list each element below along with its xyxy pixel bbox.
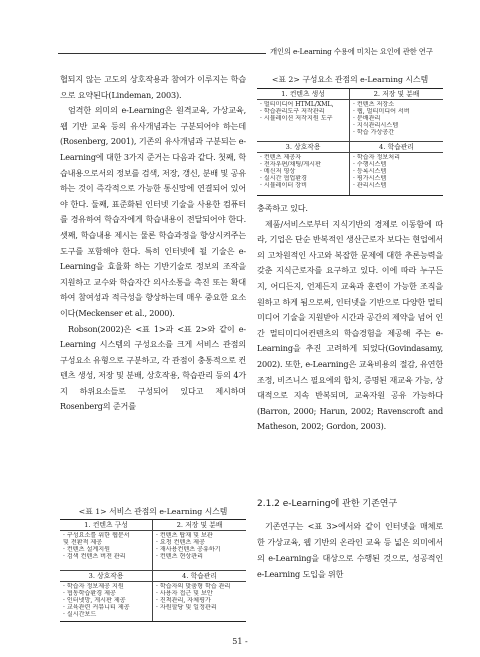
table2-item: · 시뮬레이션 저작지원 도구 [260,115,333,123]
table1-cell-interaction [60,582,153,622]
table2-item: · 시뮬레이터 장비 [260,182,308,190]
left-column [60,72,246,415]
table2-item: · 학습 가상공간 [353,129,395,137]
section-heading: 2.1.2 e-Learning에 관한 기존연구 [257,499,398,509]
table1-item: · 검색 컨텐츠 버전 관리 [63,553,126,561]
table1-item: · 실시간보드 [63,610,97,618]
table2-item: · 컨텐츠 저장소 [353,101,395,108]
table2-heading-interaction: 3. 상호작용 [257,142,350,153]
table2-caption: <표 2> 구성요소 관점의 e-Learning 시스템 [271,75,429,84]
table2-item: · 평가시스템 [353,175,387,183]
table2-heading-management: 4. 학습관리 [350,142,443,153]
table1-heading-management: 4. 학습관리 [153,571,246,582]
table1-heading-storage: 2. 저장 및 분배 [153,520,246,531]
header-rule [58,53,266,54]
table2-item: · 등록시스템 [353,168,387,176]
right-paragraph-1: 충족하고 있다. [257,203,308,213]
running-head: 개인의 e-Learning 수용에 미치는 요인에 관한 연구 [270,47,433,56]
table2-item: · 학습자 정보처리 [353,154,401,161]
table1-item: · 진척관리, 자체평가 [156,596,211,604]
table2-item: · 분배관리 [353,115,381,123]
table1-heading-content: 1. 컨텐츠 구성 [60,520,153,531]
table2-item: · 메신저 영상 [260,168,296,176]
table1-item: 및 전환적 제공 [63,539,103,547]
table1-item: · 학습자의 맞춤형 학습 관리 [156,582,231,590]
table1-item: · 구성요소를 위한 웹문서 [63,532,130,539]
table1-item: · 컨텐츠 현상관리 [156,553,204,561]
table2-item: · 실시간 협업환경 [260,175,308,183]
table2-item: · 지식관리시스템 [353,122,399,130]
table1-heading-interaction: 3. 상호작용 [60,571,153,582]
table2-cell-storage [350,100,443,142]
table2-item: · 웹, 멀티미디어 서버 [353,108,410,116]
table1-cell-management [153,582,246,622]
table1-item: · 협동학습환경 제공 [63,589,116,597]
table2 [257,88,443,196]
table1-cell-content [60,531,153,571]
left-paragraph-2: 엄격한 의미의 e-Learning은 원격교육, 가상교육, 웹 기반 교육 등의 유사개념과는 구분되어야 하는데(Rosenberg, 2001), 기존의 유사개념과 구분되는 e-Learning에 대한 3가지 준거는 다음과 같다. 첫째, 학습내용으로서의 정보를 검색, 저장, 갱신, 분배 및 공유하는 것이 즉각적으로 가능한 통신망에 연결되어 있어야 한다. 둘째, 표준화된 인터넷 기술을 사용한 컴퓨터를 경유하여 학습자에게 학습내용이 전달되어야 한다. 셋째, 학습내용 제시는 물론 학습과정을 향상시켜주는 도구를 포함해야 한다. 특히 인터넷에 될 기술은 e-Learning을 효율화 하는 기반기술로 정보의 조작을 지원하고 교수와 학습자간 의사소통을 촉진 또는 확대하여 참여성과 적극성을 향상하는데 매우 중요한 요소이다(Meckenser et al., 2000). [60,105,246,318]
page-number: 51 - [232,637,248,646]
table2-heading-storage: 2. 저장 및 분배 [350,89,443,100]
table2-heading-creation: 1. 컨텐츠 생성 [257,89,350,100]
left-paragraph-3: Robson(2002)은 <표 1>과 <표 2>와 같이 e-Learning 시스템의 구성요소를 크게 서비스 관점의 구성요소 유형으로 구분하고, 각 관점이 충통적으로 컨텐츠 생성, 저장 및 분배, 상호작용, 학습관리 등의 4가지 하위요소들로 구성되어 있다고 제시하며 Rosenberg의 준거를 [60,323,246,412]
right-paragraph-2: 제품/서비스로부터 지식기반의 경제로 이동함에 따라, 기업은 단순 반복적인 생산근로자 보다는 현업에서의 고차원적인 사고와 복잡한 문제에 대한 추론능력을 갖춘 지식근로자를 요구하고 있다. 이에 따라 누구든지, 어디든지, 언제든지 교육과 훈련이 가능한 조직을 원하고 하게 됨으로써, 인터넷을 기반으로 다양한 멀티미디어 기술을 지원받아 시간과 공간의 제약을 넘어 인간 멀티미디어컨텐츠의 학습경험을 제공해 주는 e-Learning을 추진 고려하게 되었다(Govindasamy, 2002). 또한, e-Learning은 교육비용의 절감, 유연한 조정, 비즈니스 필요에의 합치, 증명된 재교육 가능, 상대적으로 지속 반복되며, 교육자원 공유 가능하다(Barron, 2000; Harun, 2002; Ravenscroft and Matheson, 2002; Gordon, 2003). [257,218,443,432]
right-column [257,201,443,435]
table1-item: · 컨텐츠 탑재 및 보관 [156,532,213,539]
table2-item: · 전자우편/채팅/게시판 [260,161,321,169]
table2-item: · 관리시스템 [353,182,387,190]
table2-cell-management [350,153,443,195]
table1-item: · 컨텐츠 설계지원 [63,546,111,554]
table2-item: · 학습관리도구 저작관리 [260,108,325,116]
table1-caption: <표 1> 서비스 관점의 e-Learning 시스템 [78,507,228,516]
table1-item: · 학습자 정보제공 지원 [63,582,124,590]
table2-item: · 컨텐츠 제공자 [260,154,302,161]
table1-cell-storage [153,531,246,571]
table1-item: · 요청 컨텐츠 제공 [156,539,205,547]
table2-item: · 멀티미디어 HTML/XML, [260,101,334,108]
table2-cell-interaction [257,153,350,195]
table1-item: · 인터넷망, 게시판 제공 [63,596,126,604]
table2-item: · 수행시스템 [353,161,387,169]
section-paragraph: 기존연구는 <표 3>에서와 같이 인터넷을 매체로 한 가상교육, 웹 기반의 온라인 교육 등 넓은 의미에서의 e-Learning을 대상으로 수행된 것으로, 성공적인 e-Learning 도입을 위한 [257,521,443,579]
table1-item: · 자원할당 및 일정관리 [156,603,217,611]
table1-item: · 사용자 접근 및 보안 [156,589,213,597]
left-paragraph-1: 협되지 않는 고도의 상호작용과 참여가 이루지는 학습으로 요약된다(Lindeman, 2003). [60,74,246,100]
table2-cell-creation [257,100,350,142]
table1-item: · 재사용컨텐츠 공유하기 [156,546,221,554]
section-body [257,518,443,582]
table1-item: · 교육관련 커뮤니티 제공 [63,603,130,611]
table1 [60,519,246,622]
